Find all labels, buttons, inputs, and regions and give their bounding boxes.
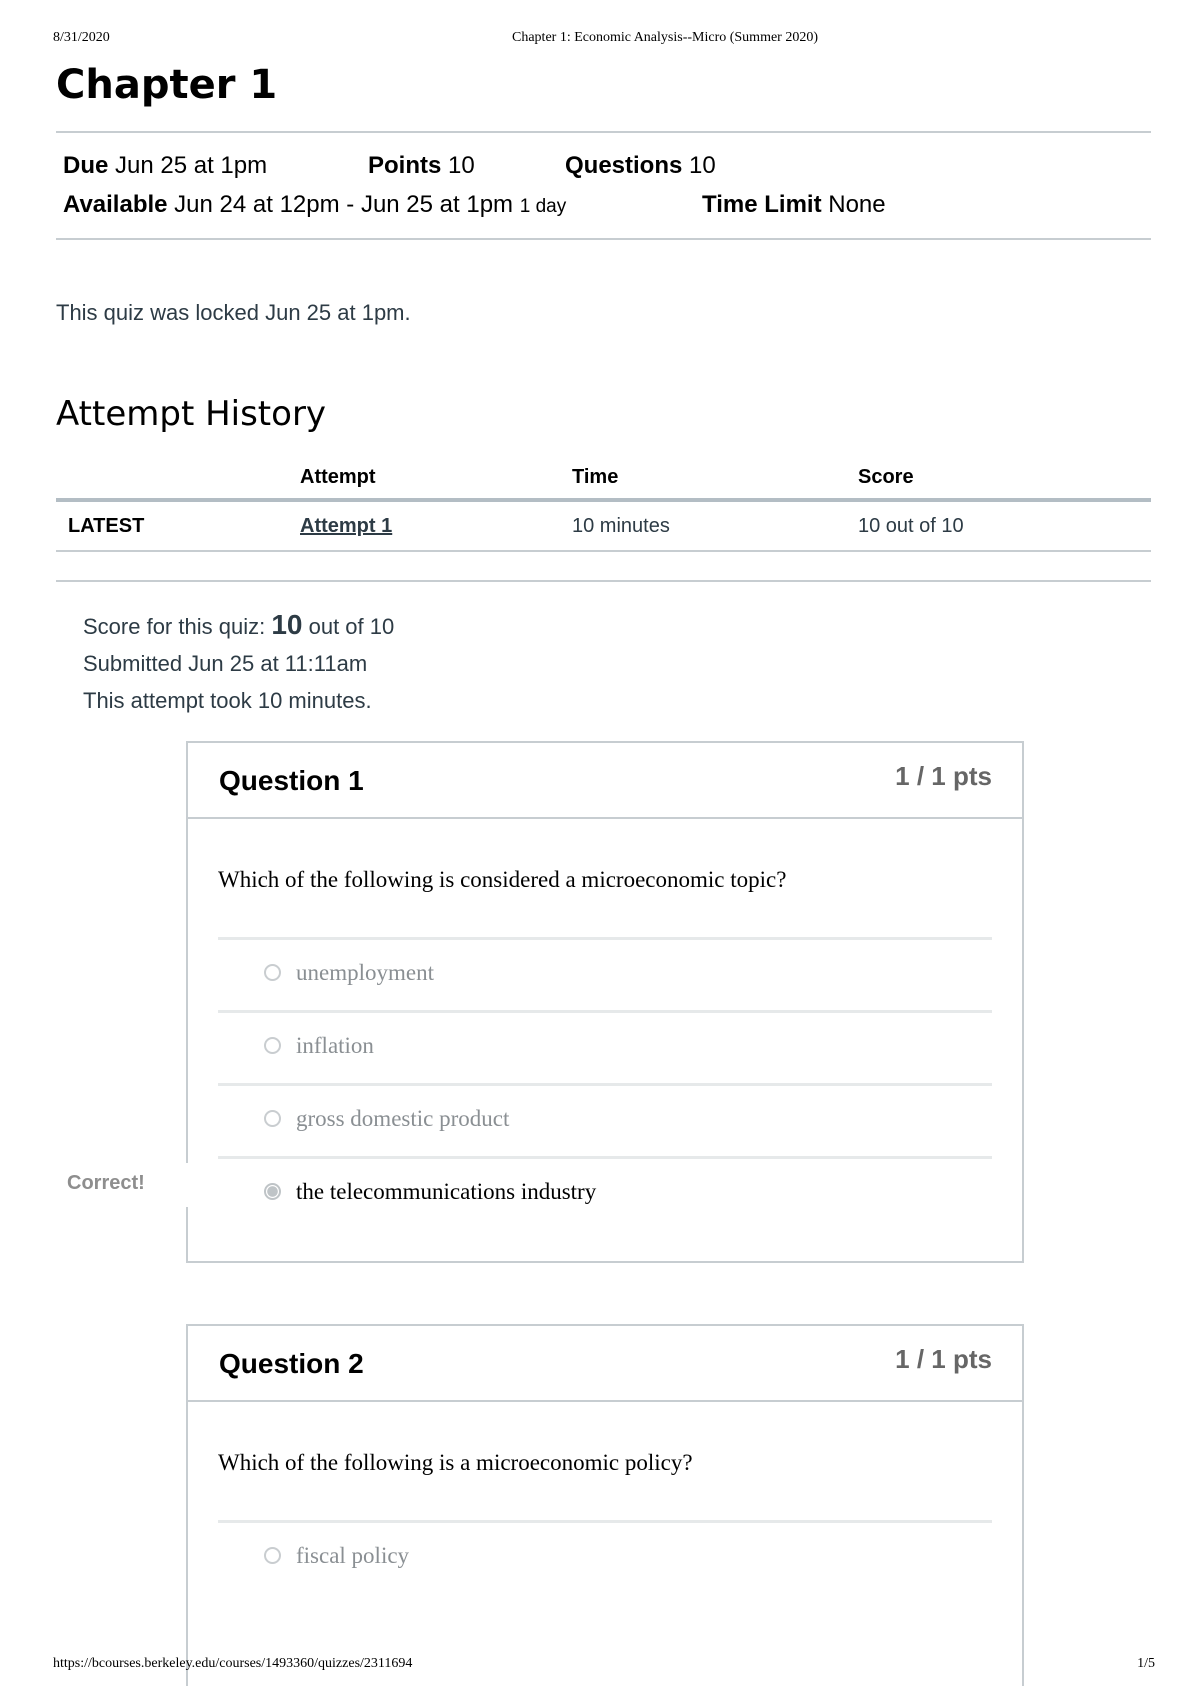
- answer-list: [218, 937, 992, 1229]
- table-row: [56, 500, 1151, 551]
- attempt-time: 10 minutes: [572, 500, 858, 551]
- radio-button[interactable]: [264, 1037, 281, 1054]
- score-suffix: out of 10: [308, 614, 395, 639]
- latest-tag: LATEST: [56, 500, 300, 551]
- page-title: Chapter 1: [56, 62, 278, 108]
- answer-label: gross domestic product: [296, 1106, 510, 1131]
- table-header-row: [56, 456, 1151, 500]
- divider: [56, 238, 1151, 240]
- attempt-history-table: [56, 456, 1151, 552]
- question-title: Question 1: [219, 765, 364, 796]
- question-body: [188, 1402, 1022, 1593]
- answer-option[interactable]: [218, 940, 992, 1013]
- available-label: Available: [63, 191, 168, 218]
- question-points: 1 / 1 pts: [895, 761, 992, 791]
- attempt-score: 10 out of 10: [858, 500, 1151, 551]
- answer-option[interactable]: [218, 1013, 992, 1086]
- points-label: Points: [368, 152, 442, 179]
- print-page-title: Chapter 1: Economic Analysis--Micro (Summer 2020): [512, 30, 818, 45]
- score-prefix: Score for this quiz:: [83, 614, 266, 639]
- correct-label: Correct!: [67, 1172, 145, 1194]
- answer-option-selected[interactable]: [218, 1159, 992, 1229]
- availability: [63, 191, 566, 219]
- time-limit-label: Time Limit: [702, 191, 822, 218]
- radio-button[interactable]: [264, 1110, 281, 1127]
- question-points: 1 / 1 pts: [895, 1344, 992, 1374]
- column-header-label: [56, 456, 300, 500]
- radio-button-selected[interactable]: [264, 1183, 281, 1200]
- due-label: Due: [63, 152, 109, 179]
- score-value: 10: [271, 609, 303, 640]
- answer-label: fiscal policy: [296, 1543, 410, 1568]
- attempt-history-title: Attempt History: [56, 394, 327, 434]
- question-header: [188, 743, 1022, 819]
- available-value: Jun 24 at 12pm - Jun 25 at 1pm: [174, 191, 514, 218]
- submitted-time: Submitted Jun 25 at 11:11am: [83, 651, 368, 676]
- due-date: [63, 152, 267, 180]
- answer-label: the telecommunications industry: [296, 1179, 597, 1204]
- questions-info: [565, 152, 716, 180]
- attempt-link[interactable]: Attempt 1: [300, 514, 393, 537]
- divider: [56, 580, 1151, 582]
- attempt-duration: This attempt took 10 minutes.: [83, 688, 372, 713]
- divider: [56, 131, 1151, 133]
- question-text: Which of the following is a microeconomic policy?: [218, 1450, 693, 1475]
- quiz-score: [83, 606, 394, 645]
- answer-list: [218, 1520, 992, 1593]
- question-title: Question 2: [219, 1348, 364, 1379]
- column-header-time: Time: [572, 456, 858, 500]
- question-text: Which of the following is considered a microeconomic topic?: [218, 867, 787, 892]
- points-info: [368, 152, 475, 180]
- column-header-score: Score: [858, 456, 1151, 500]
- answer-option[interactable]: [218, 1523, 992, 1593]
- questions-value: 10: [689, 152, 716, 179]
- answer-label: unemployment: [296, 960, 434, 985]
- due-value: Jun 25 at 1pm: [115, 152, 268, 179]
- correct-indicator-arrow: [148, 1163, 188, 1207]
- answer-option[interactable]: [218, 1086, 992, 1159]
- time-limit: [702, 191, 886, 219]
- print-page-number: 1/5: [1137, 1656, 1155, 1671]
- column-header-attempt: Attempt: [300, 456, 572, 500]
- radio-button[interactable]: [264, 964, 281, 981]
- score-summary: [83, 606, 394, 719]
- points-value: 10: [448, 152, 475, 179]
- print-date: 8/31/2020: [53, 30, 110, 45]
- question-header: [188, 1326, 1022, 1402]
- question-card-2: [186, 1324, 1024, 1686]
- answer-label: inflation: [296, 1033, 374, 1058]
- available-duration: 1 day: [519, 196, 567, 217]
- question-body: [188, 819, 1022, 1229]
- radio-button[interactable]: [264, 1547, 281, 1564]
- question-card-1: [186, 741, 1024, 1263]
- questions-label: Questions: [565, 152, 683, 179]
- time-limit-value: None: [828, 191, 886, 218]
- locked-notice: This quiz was locked Jun 25 at 1pm.: [56, 300, 411, 325]
- print-url: https://bcourses.berkeley.edu/courses/1493360/quizzes/2311694: [53, 1656, 413, 1671]
